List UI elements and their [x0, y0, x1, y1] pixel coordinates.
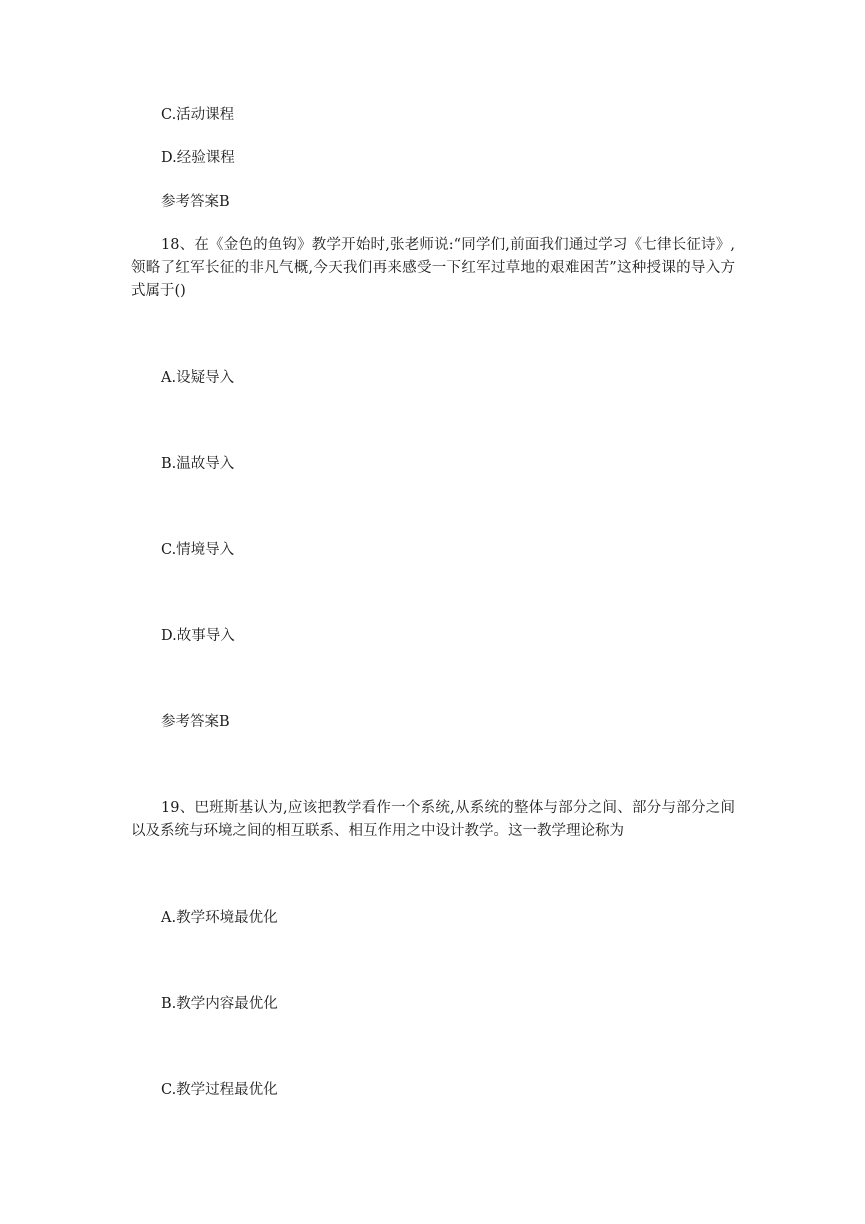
- question-19-option-b: B.教学内容最优化: [161, 996, 278, 1012]
- question-19-option-a: A.教学环境最优化: [161, 910, 278, 926]
- question-18-option-a: A.设疑导入: [161, 370, 235, 386]
- question-18-option-d: D.故事导入: [161, 628, 235, 644]
- question-19-option-c: C.教学过程最优化: [161, 1082, 278, 1098]
- answer-18: 参考答案B: [161, 714, 230, 730]
- question-18-option-b: B.温故导入: [161, 456, 235, 472]
- option-d-previous: D.经验课程: [161, 150, 235, 166]
- question-18: 18、在《金色的鱼钩》教学开始时,张老师说:“同学们,前面我们通过学习《七律长征诗》,领略了红军长征的非凡气概,今天我们再来感受一下红军过草地的艰难困苦”这种授课的导入方式属于(): [131, 237, 735, 299]
- question-19: 19、巴班斯基认为,应该把教学看作一个系统,从系统的整体与部分之间、部分与部分之间以及系统与环境之间的相互联系、相互作用之中设计教学。这一教学理论称为: [131, 800, 735, 839]
- option-c-previous: C.活动课程: [161, 107, 235, 123]
- answer-17: 参考答案B: [161, 194, 230, 210]
- question-18-option-c: C.情境导入: [161, 542, 235, 558]
